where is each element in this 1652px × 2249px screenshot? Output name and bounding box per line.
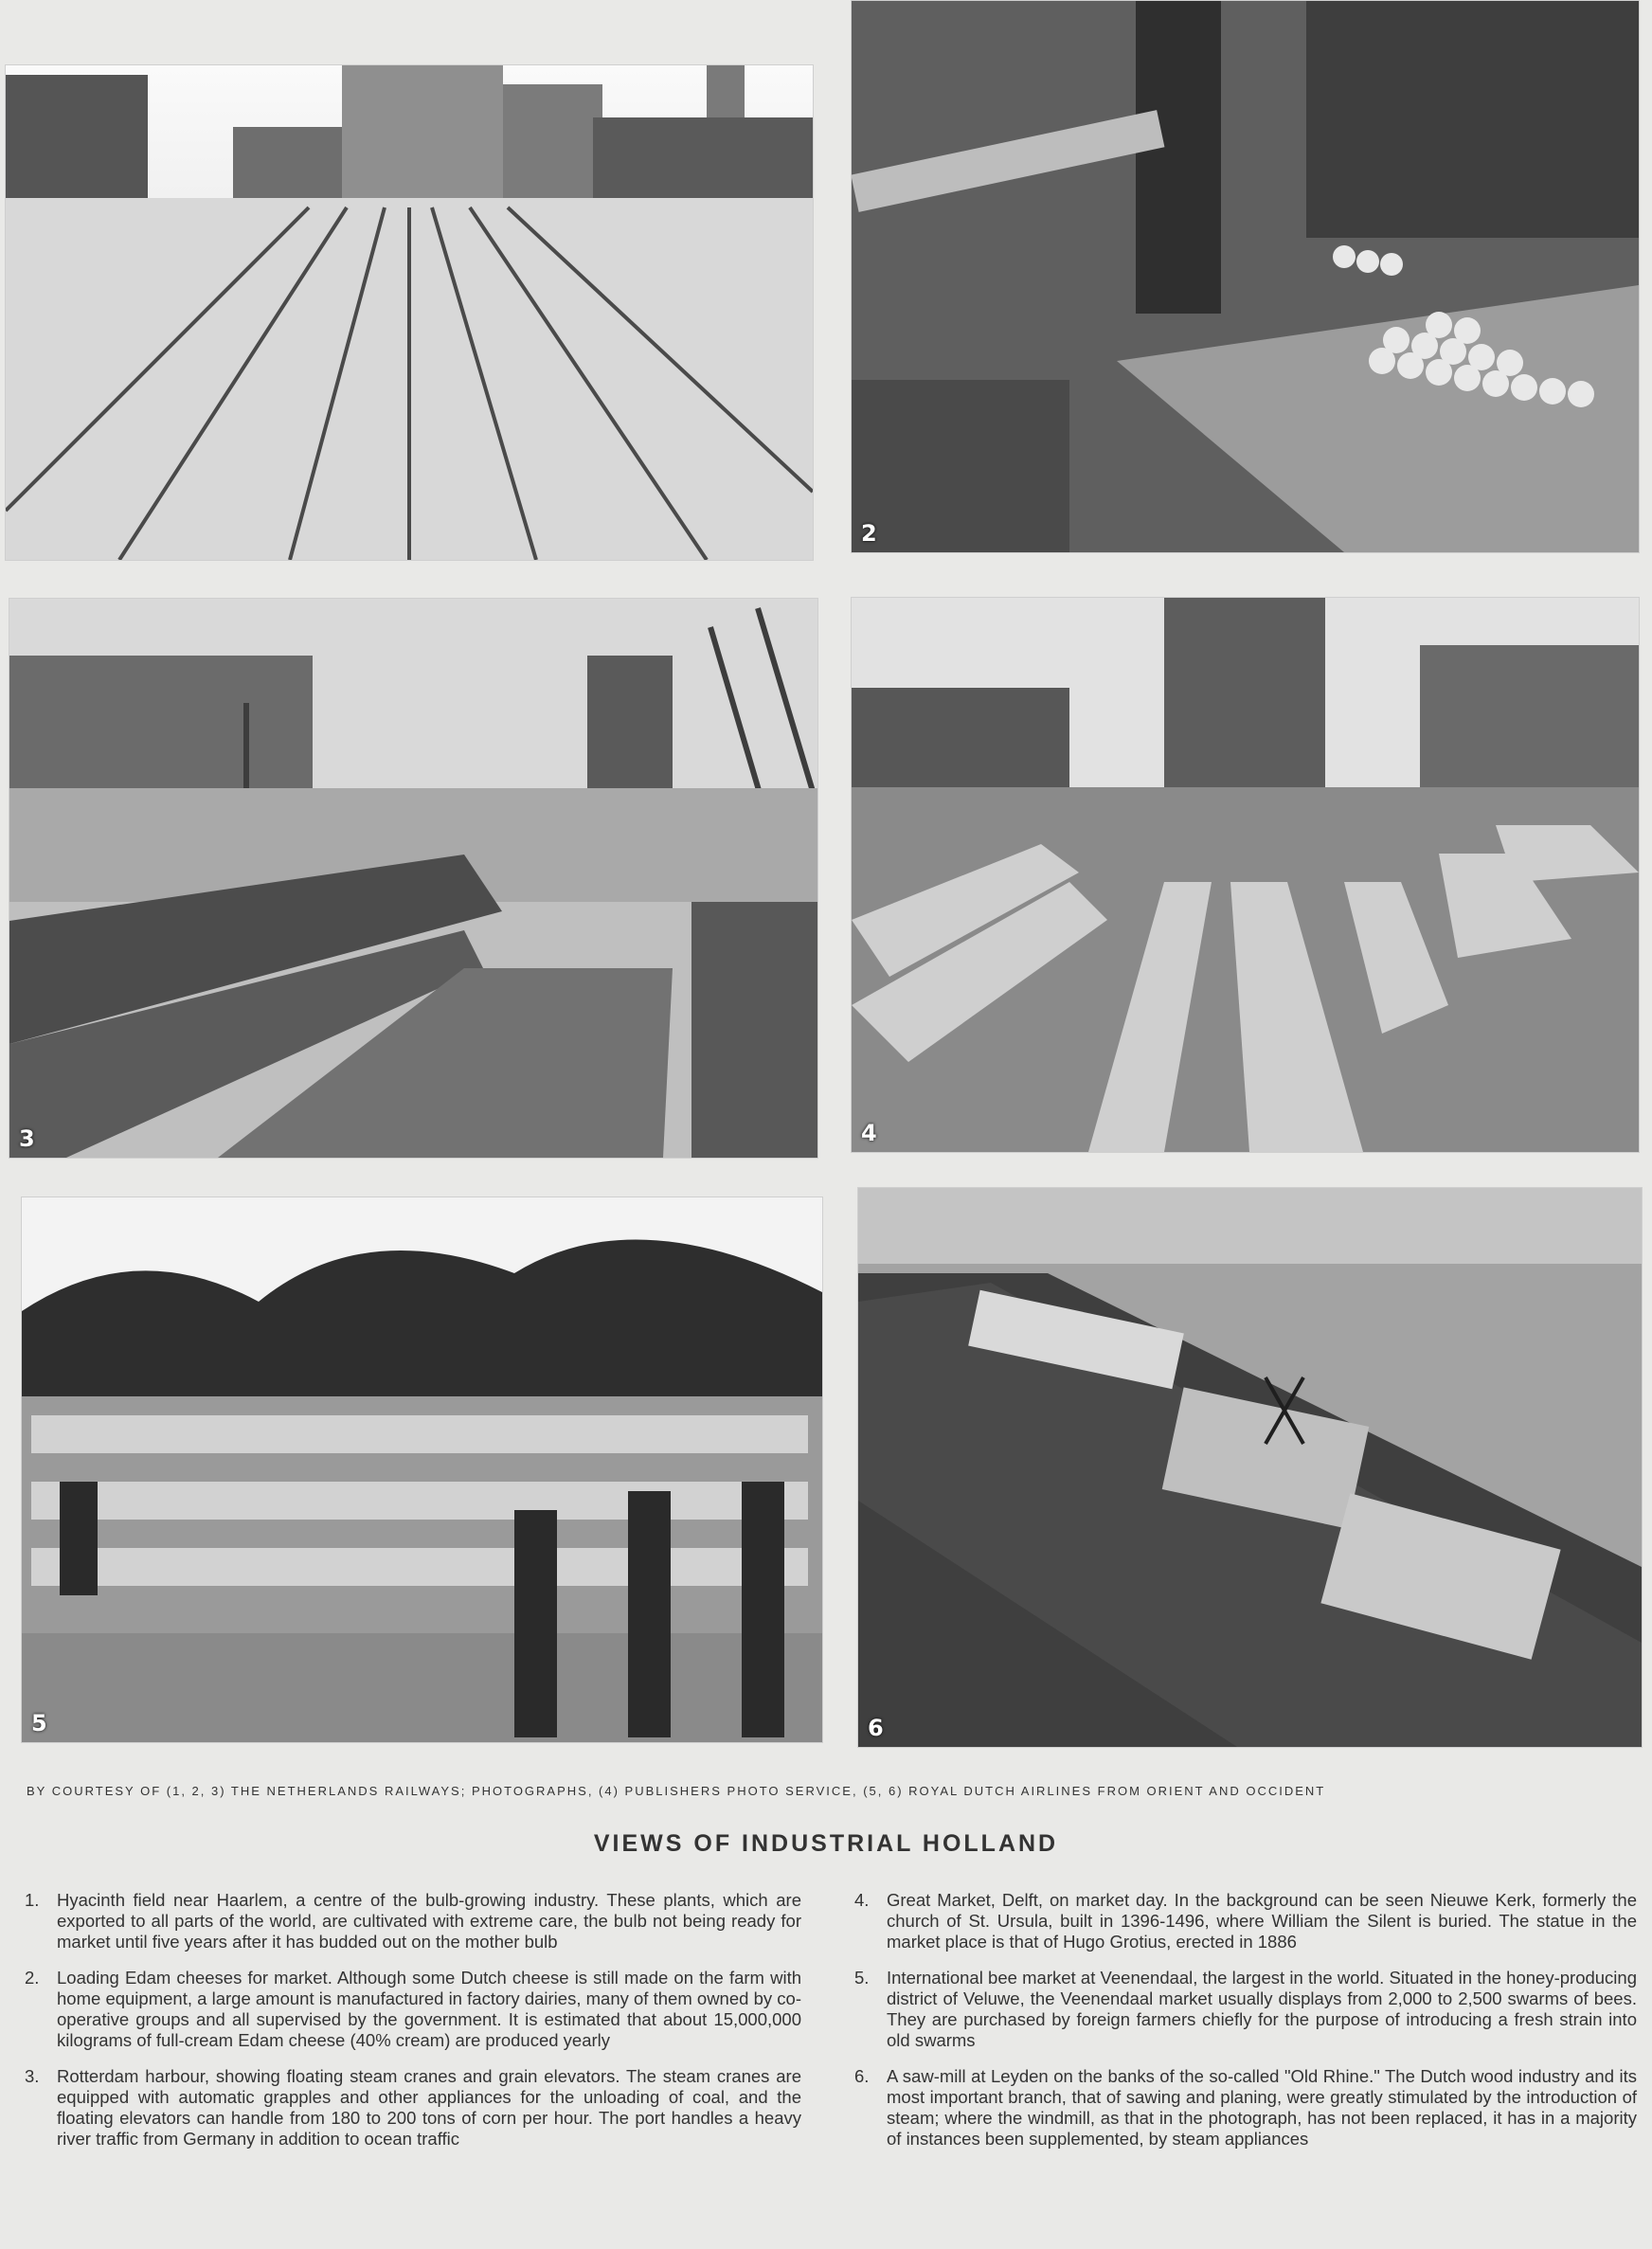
caption-item bbox=[854, 1968, 1637, 2051]
caption-number: 5. bbox=[854, 1968, 870, 1988]
caption-text: Hyacinth field near Haarlem, a centre of the bulb-growing industry. These plants, which are exported to all parts of the world, are cultivated with extreme care, the bulb not being ready for market until five years after it has budded out on the mother bulb bbox=[57, 1890, 801, 1952]
hyacinth-field-image bbox=[6, 65, 813, 560]
photo-number: 3 bbox=[19, 1125, 35, 1152]
caption-item bbox=[25, 1890, 801, 1952]
caption-column-left bbox=[25, 1890, 801, 2165]
photo-great-market-delft bbox=[851, 597, 1640, 1153]
caption-text: International bee market at Veenendaal, the largest in the world. Situated in the honey-producing district of Veluwe, the Veenendaal market usually displays from 2,000 to 2,500 swarms of bees. They are purchased by foreign farmers chiefly for the purpose of introducing a fresh strain into old swarms bbox=[887, 1968, 1637, 2050]
delft-market-image bbox=[852, 598, 1639, 1152]
caption-item bbox=[854, 2066, 1637, 2150]
caption-number: 2. bbox=[25, 1968, 40, 1988]
photo-bee-market-veenendaal bbox=[21, 1196, 823, 1743]
caption-number: 3. bbox=[25, 2066, 40, 2086]
bee-market-image bbox=[22, 1197, 822, 1742]
rotterdam-harbour-image bbox=[9, 599, 817, 1158]
photo-rotterdam-harbour bbox=[9, 598, 818, 1159]
caption-text: A saw-mill at Leyden on the banks of the so-called "Old Rhine." The Dutch wood industry and its most important branch, that of sawing and planing, were greatly stimulated by the introduction of steam; where the windmill, as that in the photograph, has not been replaced, it has in a majority of instances been supplemented, by steam appliances bbox=[887, 2066, 1637, 2149]
caption-number: 6. bbox=[854, 2066, 870, 2086]
photo-hyacinth-field bbox=[5, 64, 814, 561]
caption-number: 4. bbox=[854, 1890, 870, 1910]
caption-number: 1. bbox=[25, 1890, 40, 1910]
caption-item bbox=[854, 1890, 1637, 1952]
photo-number: 6 bbox=[868, 1715, 884, 1741]
caption-text: Great Market, Delft, on market day. In the background can be seen Nieuwe Kerk, formerly the church of St. Ursula, built in 1396-1496, where William the Silent is buried. The statue in the market place is that of Hugo Grotius, erected in 1886 bbox=[887, 1890, 1637, 1952]
photo-number: 5 bbox=[31, 1710, 47, 1736]
edam-cheese-image bbox=[852, 1, 1639, 552]
photo-credit-line: BY COURTESY OF (1, 2, 3) THE NETHERLANDS RAILWAYS; PHOTOGRAPHS, (4) PUBLISHERS PHOTO SERVICE, (5, 6) ROYAL DUTCH AIRLINES FROM ORIENT AND OCCIDENT bbox=[27, 1784, 1326, 1798]
caption-text: Loading Edam cheeses for market. Although some Dutch cheese is still made on the farm with home equipment, a large amount is manufactured in factory dairies, many of them owned by co-operative groups and all supervised by the government. It is estimated that about 15,000,000 kilograms of full-cream Edam cheese (40% cream) are produced yearly bbox=[57, 1968, 801, 2050]
photo-number: 4 bbox=[861, 1120, 877, 1146]
saw-mill-aerial-image bbox=[858, 1188, 1642, 1747]
photo-number: 2 bbox=[861, 520, 877, 547]
photo-edam-cheeses bbox=[851, 0, 1640, 553]
caption-column-right bbox=[854, 1890, 1637, 2165]
caption-text: Rotterdam harbour, showing floating steam cranes and grain elevators. The steam cranes are equipped with automatic grapples and other appliances for the unloading of coal, and the floating elevators can handle from 180 to 200 tons of corn per hour. The port handles a heavy river traffic from Germany in addition to ocean traffic bbox=[57, 2066, 801, 2149]
caption-item bbox=[25, 2066, 801, 2150]
caption-item bbox=[25, 1968, 801, 2051]
page-title: VIEWS OF INDUSTRIAL HOLLAND bbox=[593, 1830, 1059, 1857]
photo-saw-mill-leyden bbox=[857, 1187, 1643, 1748]
